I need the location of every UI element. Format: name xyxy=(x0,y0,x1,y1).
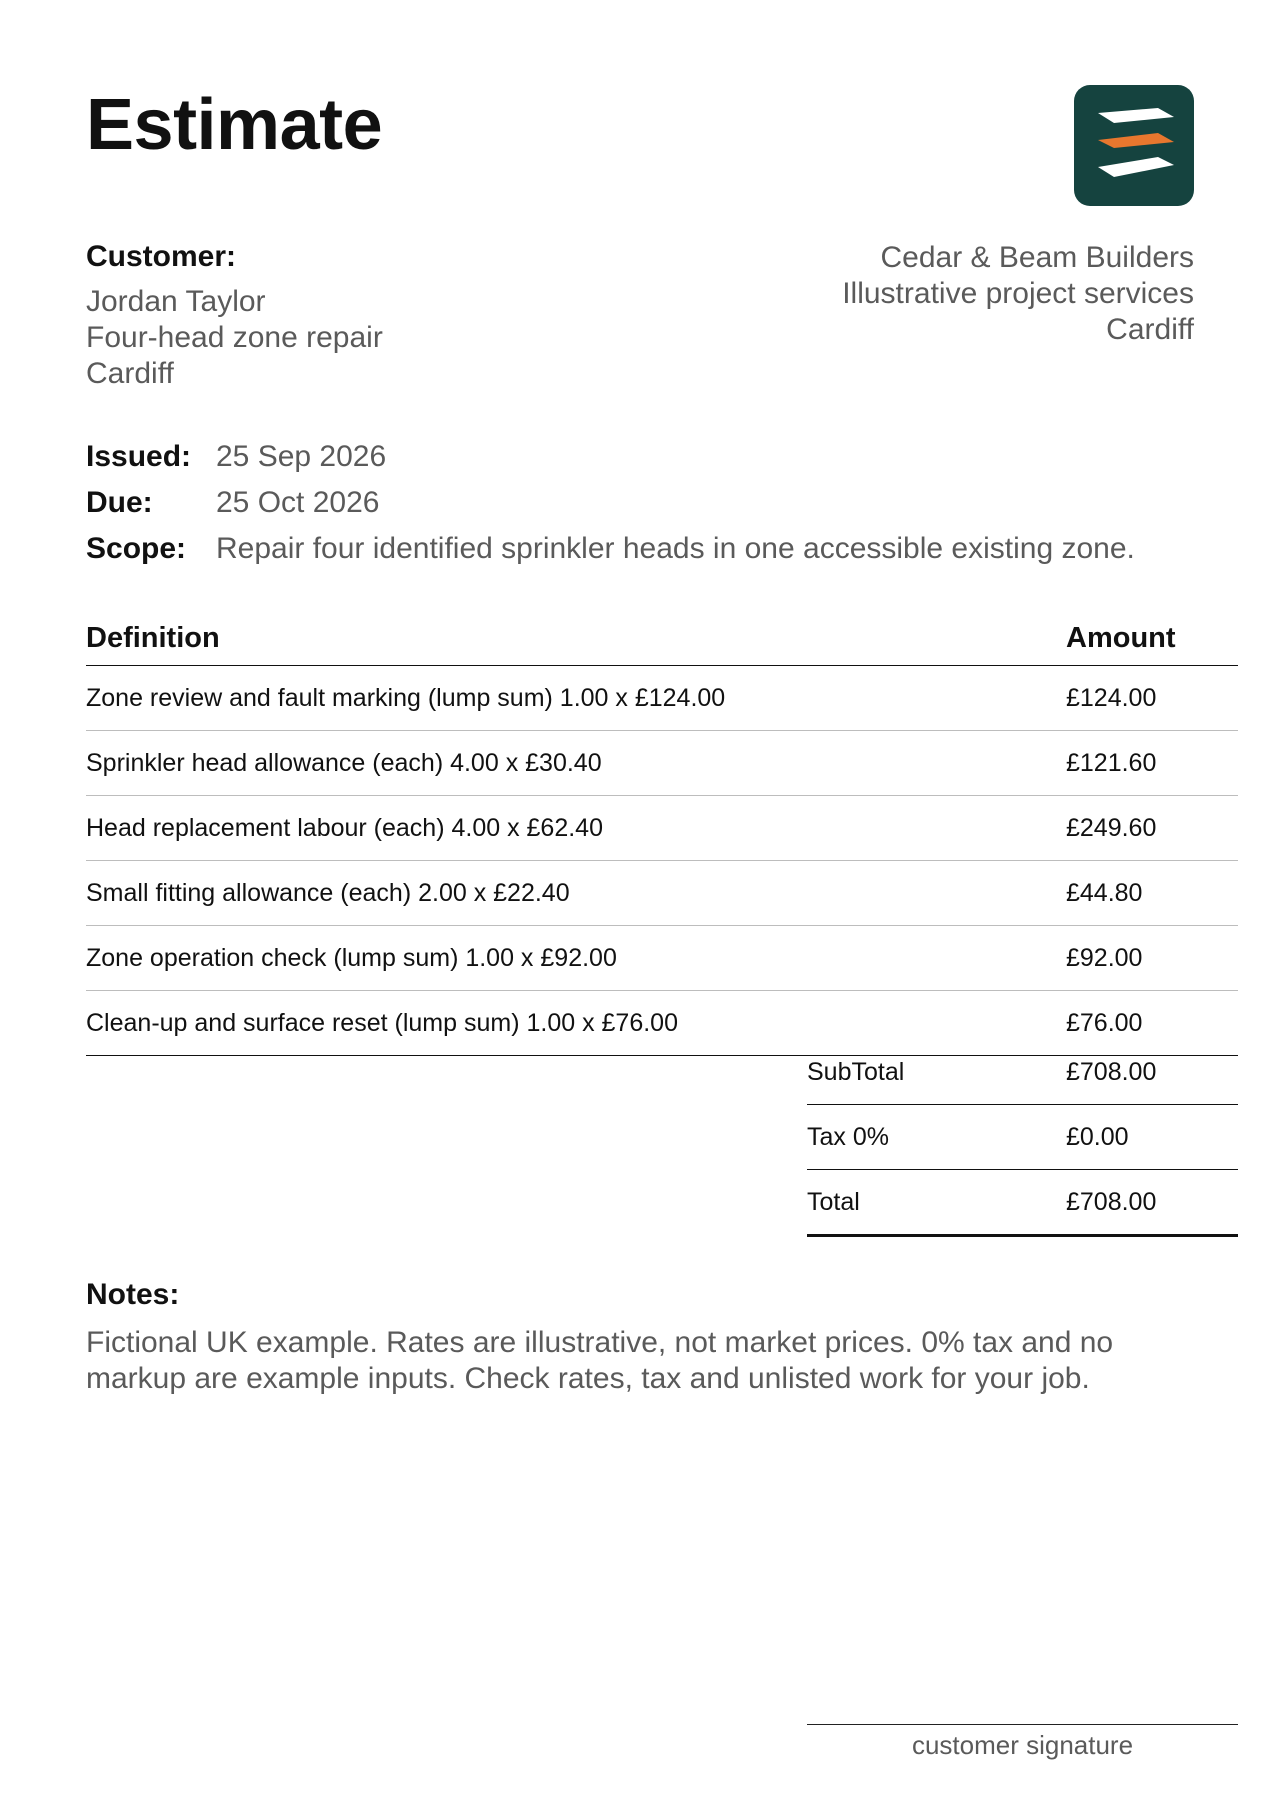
row-amount: £44.80 xyxy=(1066,861,1238,926)
scope-label: Scope: xyxy=(86,532,187,565)
table-row xyxy=(86,666,1238,731)
estimate-meta xyxy=(86,434,1135,572)
company-name: Cedar & Beam Builders xyxy=(880,241,1194,274)
row-amount: £124.00 xyxy=(1066,666,1238,731)
company-tagline: Illustrative project services xyxy=(842,277,1194,310)
totals-table xyxy=(807,1040,1238,1237)
notes-text: Fictional UK example. Rates are illustrative, not market prices. 0% tax and no markup are example inputs. Check rates, tax and unlisted work for your job. xyxy=(86,1326,1114,1395)
meta-row-due xyxy=(86,480,1135,526)
customer-label: Customer: xyxy=(86,240,237,273)
customer-name: Jordan Taylor xyxy=(86,285,266,318)
row-definition: Zone operation check (lump sum) 1.00 x £92.00 xyxy=(86,926,1066,991)
row-amount: £76.00 xyxy=(1066,991,1238,1056)
table-header-row xyxy=(86,615,1238,666)
definition-header: Definition xyxy=(86,615,1066,666)
issued-label: Issued: xyxy=(86,440,192,473)
subtotal-value: £708.00 xyxy=(1066,1040,1238,1105)
signature-line xyxy=(807,1724,1238,1725)
row-definition: Zone review and fault marking (lump sum) 1.00 x £124.00 xyxy=(86,666,1066,731)
row-amount: £92.00 xyxy=(1066,926,1238,991)
customer-city: Cardiff xyxy=(86,357,174,390)
company-city: Cardiff xyxy=(1106,313,1194,346)
customer-block xyxy=(86,284,383,392)
row-amount: £249.60 xyxy=(1066,796,1238,861)
table-row xyxy=(86,926,1238,991)
table-row xyxy=(86,731,1238,796)
company-logo xyxy=(1074,85,1194,206)
row-definition: Clean-up and surface reset (lump sum) 1.00 x £76.00 xyxy=(86,991,1066,1056)
line-items-table xyxy=(86,615,1238,1056)
scope-text: Repair four identified sprinkler heads in one accessible existing zone. xyxy=(216,532,1135,565)
tax-label: Tax 0% xyxy=(807,1105,1066,1170)
row-definition: Sprinkler head allowance (each) 4.00 x £30.40 xyxy=(86,731,1066,796)
table-row xyxy=(86,861,1238,926)
total-value: £708.00 xyxy=(1066,1170,1238,1236)
amount-header: Amount xyxy=(1066,615,1238,666)
issued-date: 25 Sep 2026 xyxy=(216,440,387,473)
total-label: Total xyxy=(807,1170,1066,1236)
signature-label: customer signature xyxy=(911,1730,1134,1760)
tax-value: £0.00 xyxy=(1066,1105,1238,1170)
total-row xyxy=(807,1170,1238,1236)
company-block xyxy=(842,240,1194,348)
meta-row-issued xyxy=(86,434,1135,480)
notes-label: Notes: xyxy=(86,1278,180,1311)
due-label: Due: xyxy=(86,486,153,519)
tax-row xyxy=(807,1105,1238,1170)
subtotal-label: SubTotal xyxy=(807,1040,1066,1105)
customer-project: Four-head zone repair xyxy=(86,321,383,354)
table-row xyxy=(86,796,1238,861)
meta-row-scope xyxy=(86,526,1135,572)
row-definition: Head replacement labour (each) 4.00 x £62.40 xyxy=(86,796,1066,861)
row-amount: £121.60 xyxy=(1066,731,1238,796)
subtotal-row xyxy=(807,1040,1238,1105)
stacked-layers-logo-icon xyxy=(1074,85,1194,206)
row-definition: Small fitting allowance (each) 2.00 x £22.40 xyxy=(86,861,1066,926)
page-title: Estimate xyxy=(86,85,383,165)
due-date: 25 Oct 2026 xyxy=(216,486,380,519)
